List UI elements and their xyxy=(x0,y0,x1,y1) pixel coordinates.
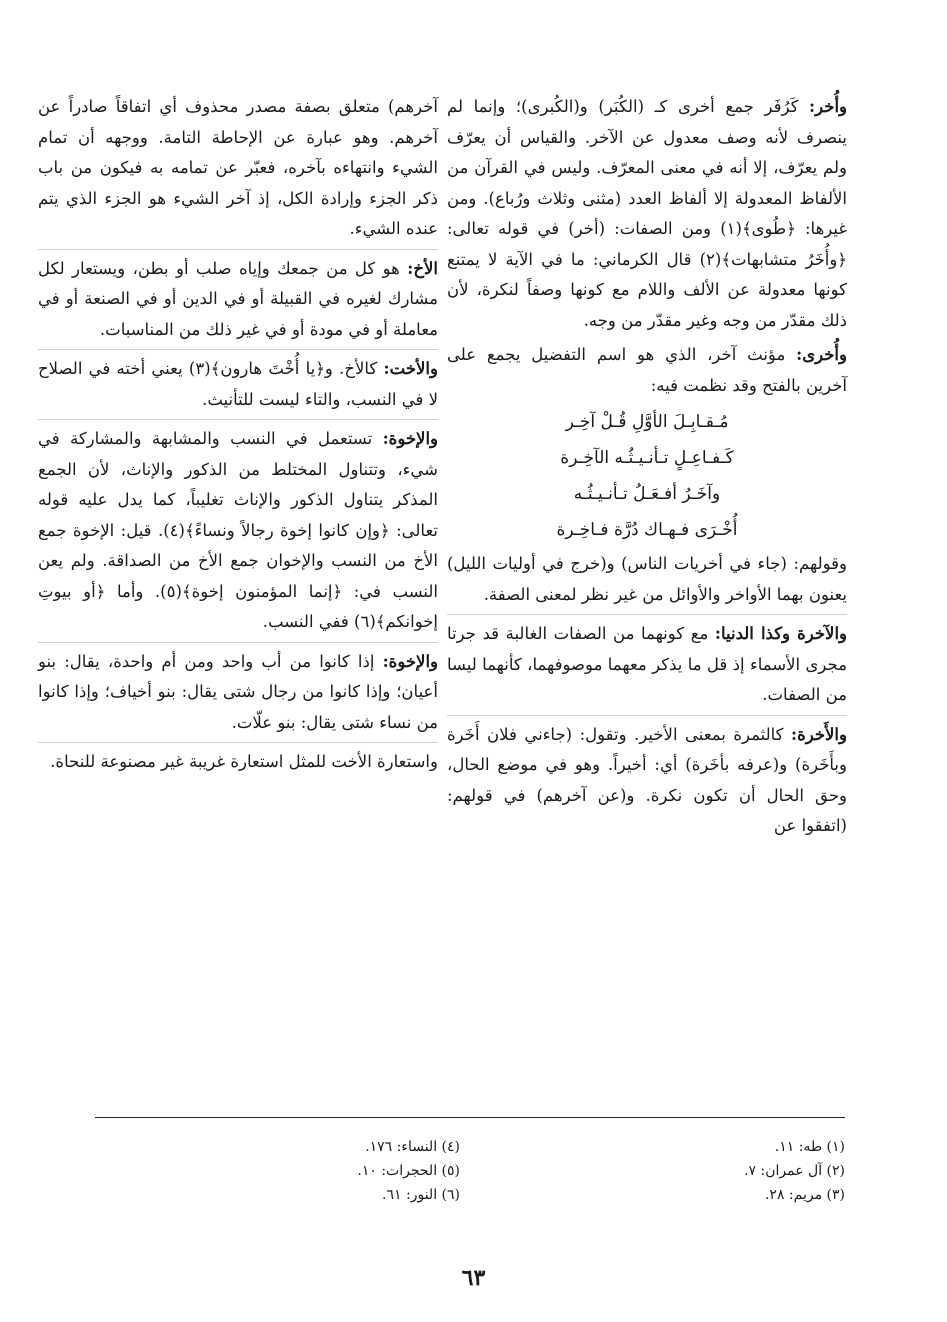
entry-isti-ara xyxy=(38,742,438,778)
entry-text: إذا كانوا من أب واحد ومن أم واحدة، يقال: بنو أعيان؛ وإذا كانوا من رجال شتى يقال: بنو أخياف؛ وإذا كانوا من نساء شتى يقال: بنو علّات. xyxy=(38,651,438,732)
footnote: (١) طه: ١١. xyxy=(774,1139,845,1155)
entry-ikhwa-2 xyxy=(38,642,438,739)
entry-head: وأُخر: xyxy=(809,97,847,116)
entry-text: كالأخ. و﴿يا أُخْتَ هارون﴾(٣) يعني أخته في الصلاح لا في النسب، والتاء ليست للتأنيث. xyxy=(38,359,438,409)
footnotes-left xyxy=(160,1135,460,1207)
entry-text: كالثمرة بمعنى الأخير. وتقول: (جاءني فلان أَخَرة وبأَخَرة) و(عرفه بأخَرة) أي: أخيراً. وهو في موضع الحال، وحق الحال أن تكون نكرة. و(عن آخرهم) في قولهم: (اتفقوا عن xyxy=(447,724,847,835)
entry-head: وأُخرى: xyxy=(796,345,847,364)
entry-text: مؤنث آخر، الذي هو اسم التفضيل يجمع على آخرين بالفتح وقد نظمت فيه: xyxy=(447,345,847,395)
page-number: ٦٣ xyxy=(461,1265,486,1291)
entry-text: آخرهم) متعلق بصفة مصدر محذوف أي اتفاقاً صادراً عن آخرهم. وهو عبارة عن الإحاطة التامة. ووجهه أن تمام الشيء وانتهاءه بآخره، فعبّر عن تمامه به فيكون من باب ذكر الجزء وإرادة الكل، إذ آخر الشيء هو الجزء الذي يتم عنده الشيء. xyxy=(38,97,438,238)
left-column xyxy=(38,92,438,782)
footnote: (٢) آل عمران: ٧. xyxy=(744,1163,845,1179)
entry-head: والأَخرة: xyxy=(790,724,847,744)
verse-line: أُخْـرَى فـهـاك دُرَّة فـاخِـرة xyxy=(556,520,738,540)
verse-line: كَـفـاعِـلٍ تـأنـيـثُـه الآخِـرة xyxy=(560,448,734,468)
entry-text: تستعمل في النسب والمشابهة والمشاركة في شيء، وتتناول المختلط من الذكور والإناث، لأن الجمع المذكر يتناول الذكور والإناث تغليباً، كما يدل عليه قوله تعالى: ﴿وإن كانوا إخوة رجالاً ونساءً﴾(٤). قيل: الإخوة جمع الأخ من النسب والإخوان جمع الأخ من الصداقة. ولم يعن النسب في: ﴿إنما المؤمنون إخوة﴾(٥). وأما ﴿أو بيوتِ إخوانكم﴾(٦) ففي النسب. xyxy=(38,429,438,631)
entry-head: والإخوة: xyxy=(382,651,438,671)
entry-text: مع كونهما من الصفات الغالبة قد جرتا مجرى الأسماء إذ قل ما يذكر معهما موصوفهما، كأنهما ليسا من الصفات. xyxy=(447,624,847,704)
entry-akh xyxy=(38,249,438,346)
entry-head: والأخت: xyxy=(383,359,438,378)
right-column xyxy=(447,92,847,846)
entry-text: كَرُفَر جمع أخرى كـ (الكُبَر) و(الكُبرى)؛ وإنما لم ينصرف لأنه وصف معدول عن الآخر. والقياس أن يعرّف ولم يعرّف، إلا أنه في معنى المعرّف. وليس في القرآن من الألفاظ المعدولة إلا ألفاظ العدد (مثنى وثلاث ورُباع). ومن غيرها: ﴿طُوى﴾(١) ومن الصفات: (أخر) في قوله تعالى: ﴿وأُخَرُ متشابهات﴾(٢) قال الكرماني: ما في الآية لا يمتنع كونها معدولة عن الألف واللام مع كونها وصفاً لنكرة، لأن ذلك مقدّر من وجه وغير مقدّر من وجه. xyxy=(447,97,847,330)
entry-text: واستعارة الأخت للمثل استعارة غريبة غير مصنوعة للنحاة. xyxy=(50,752,438,771)
entry-akhara xyxy=(447,715,847,842)
entry-head: والإخوة: xyxy=(382,429,438,448)
entry-ukht xyxy=(38,349,438,415)
footnotes-right xyxy=(545,1135,845,1207)
footnote: (٥) الحجرات: ١٠. xyxy=(357,1163,460,1179)
entry-paragraph: وقولهم: (جاء في أخريات الناس) و(خرج في أوليات الليل) يعنون بهما الأواخر والأوائل من غير نظر لمعنى الصفة. xyxy=(447,554,847,604)
entry-ikhwa xyxy=(38,419,438,638)
entry-ukhra xyxy=(447,340,847,401)
entry-akhira-dunya xyxy=(447,614,847,711)
footnote: (٦) النور: ٦١. xyxy=(382,1187,460,1203)
entry-text: هو كل من جمعك وإياه صلب أو بطن، ويستعار لكل مشارك لغيره في القبيلة أو في الدين أو في الصنعة أو في معاملة أو في مودة أو في غير ذلك من المناسبات. xyxy=(38,258,438,339)
entry-continuation xyxy=(38,92,438,245)
footnote-divider xyxy=(95,1117,845,1118)
footnote: (٤) النساء: ١٧٦. xyxy=(365,1139,460,1155)
entry-head: الأخ: xyxy=(407,258,438,278)
verse-line: وآخَـرُ أفـعَـلُ تـأنـيـثُـه xyxy=(573,484,721,504)
footnote: (٣) مريم: ٢٨. xyxy=(764,1187,845,1203)
verse-line: مُـقـابِـلَ الأوَّلِ قُـلْ آخِـر xyxy=(565,412,729,432)
entry-head: والآخرة وكذا الدنيا: xyxy=(714,624,848,643)
entry-ukhar xyxy=(447,92,847,336)
